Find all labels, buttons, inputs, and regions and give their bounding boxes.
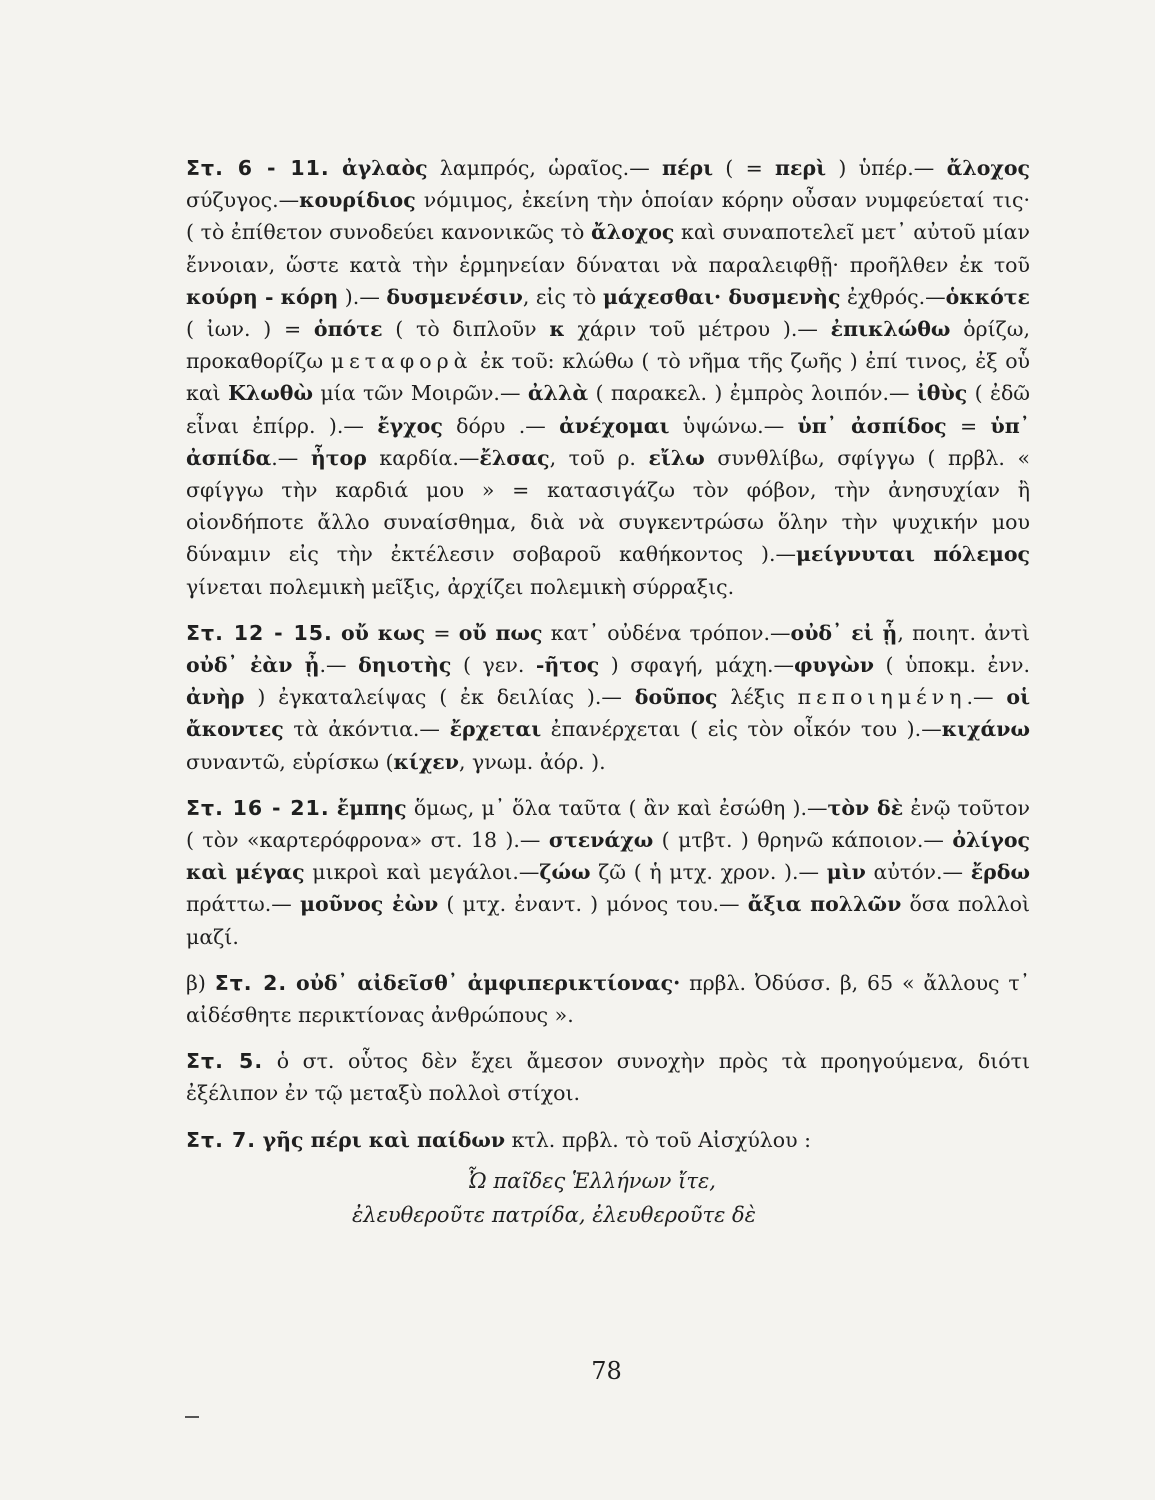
gloss-text: .— — [966, 685, 1007, 710]
gloss-text: ( ἰων. ) = — [186, 317, 314, 342]
page-number: 78 — [591, 1357, 622, 1385]
gloss-text: τὰ ἀκόντια.— — [283, 717, 450, 742]
lemma: ἔλσας — [479, 445, 550, 470]
lemma: ἦτορ — [310, 445, 367, 470]
verse-reference: Στ. 6 - 11. — [186, 156, 330, 180]
gloss-text: .— — [319, 653, 359, 678]
lemma: μὶν — [826, 860, 866, 885]
lemma: οὐδ᾽ εἰ ᾗ — [790, 620, 898, 645]
lemma: οὔ πως — [458, 620, 543, 645]
gloss-text: ἐνῷ τοῦτον ( τὸν «καρτερόφρονα» στ. 18 ).— — [186, 795, 1030, 853]
gloss-text: ) ἐγκαταλείψας ( ἐκ δειλίας ).— — [244, 685, 635, 710]
gloss-text: λαμπρός, ὡραῖος.— — [427, 156, 662, 180]
gloss-text: ) ὑπέρ.— — [826, 156, 947, 180]
lemma: μάχεσθαι· δυσμενὴς — [602, 284, 841, 309]
gloss-text: ὁ στ. οὗτος δὲν ἔχει ἄμεσον συνοχὴν πρὸς τὰ προηγούμενα, διότι ἐξέλιπον ἐν τῷ μεταξὺ πολλοὶ στίχοι. — [186, 1049, 1031, 1106]
note-verses-6-11 — [186, 152, 1030, 603]
lemma: ὀλίγος καὶ μέγας — [186, 828, 1030, 885]
gloss-text: κατ᾽ οὐδένα τρόπον.— — [542, 620, 791, 645]
lemma: ὁκκότε — [945, 284, 1031, 309]
gloss-text: συναντῶ, εὑρίσκω ( — [186, 749, 394, 774]
gloss-text: = — [946, 413, 991, 438]
lemma: ἀνέχομαι — [559, 413, 670, 438]
lemma: ἐπικλώθω — [830, 317, 951, 342]
quote-line-2: ἐλευθεροῦτε πατρίδα, ἐλευθεροῦτε δὲ — [352, 1202, 756, 1227]
verse-reference: Στ. 2. — [214, 970, 288, 995]
lemma: ἀλλὰ — [527, 381, 589, 406]
lemma: εἴλω — [648, 445, 705, 470]
gloss-text: ( παρακελ. ) ἐμπρὸς λοιπόν.— — [588, 381, 917, 406]
lemma: ἔγχος — [377, 413, 443, 438]
gloss-text: , ποιητ. ἀντὶ — [897, 620, 1030, 645]
lemma: ἄλοχος — [946, 156, 1031, 180]
note-verse-7 — [186, 1124, 1030, 1156]
lemma: στενάχω — [548, 828, 654, 853]
gloss-text: μικροὶ καὶ μεγάλοι.— — [304, 860, 540, 885]
lemma: πέρι — [661, 156, 714, 180]
lemma: δοῦπος — [634, 685, 718, 710]
gloss-text: = — [425, 620, 459, 645]
gloss-text: χάριν τοῦ μέτρου ).— — [564, 317, 831, 342]
verse-reference: Στ. 7. — [186, 1127, 257, 1152]
lemma: ἔρχεται — [449, 717, 542, 742]
lemma: μοῦνος ἐὼν — [299, 892, 439, 917]
lemma: περὶ — [775, 156, 827, 180]
lemma: Κλωθὼ — [228, 381, 313, 406]
gloss-text: , εἰς τὸ — [522, 284, 603, 309]
lemma: δυσμενέσιν — [386, 284, 523, 309]
gloss-text: ὅσα πολλοὶ μαζί. — [186, 892, 1031, 949]
gloss-text: γίνεται πολεμικὴ μεῖξις, ἀρχίζει πολεμικὴ σύρραξις. — [186, 574, 735, 599]
gloss-text: κτλ. πρβλ. τὸ τοῦ Αἰσχύλου : — [505, 1127, 812, 1152]
lemma: τὸν δὲ — [827, 795, 904, 820]
gloss-text: ( τὸ διπλοῦν — [382, 317, 550, 342]
lemma: οὔ κως — [341, 620, 426, 645]
gloss-text: καρδία.— — [366, 445, 480, 470]
lemma: κιχάνω — [941, 717, 1030, 742]
gloss-text: ζῶ ( ἡ μτχ. χρον. ).— — [590, 860, 827, 885]
note-section-b-verse-2 — [186, 967, 1030, 1031]
lemma: ὑπ᾽ ἀσπίδα — [186, 413, 1030, 470]
note-verses-16-21 — [186, 792, 1030, 953]
lemma: ὑπ᾽ ἀσπίδος — [797, 413, 947, 438]
gloss-text: ἐκ τοῦ: κλώθω ( τὸ νῆμα τῆς ζωῆς ) ἐπί τινος, ἐξ οὗ καὶ — [186, 349, 1031, 406]
gloss-text: συνθλίβω, σφίγγω ( πρβλ. « σφίγγω τὴν καρδιά μου » = κατασιγάζω τὸν φόβον, τὴν ἀνησυχίαν ἢ οἱονδήποτε ἄλλο συναίσθημα, διὰ νὰ συγκεντρώσω ὅλην τὴν ψυχικήν μου δύναμιν εἰς τὴν ἐκτέλεσιν σοβαροῦ καθήκοντος ).— — [186, 445, 1030, 567]
spaced-term: πεποιημένη — [797, 685, 967, 710]
note-verses-12-15 — [186, 617, 1030, 778]
gloss-text: ( μτβτ. ) θρηνῶ κάποιον.— — [653, 828, 953, 853]
gloss-text: ἐχθρός.— — [840, 284, 946, 309]
gloss-text: ).— — [338, 284, 387, 309]
gloss-text: ( ὑποκμ. ἐνν. — [874, 653, 1030, 678]
gloss-text: , τοῦ ρ. — [549, 445, 649, 470]
lemma: ἀγλαὸς — [341, 156, 428, 180]
verse-reference: Στ. 12 - 15. — [186, 620, 333, 645]
gloss-text: ( ἐδῶ εἶναι ἐπίρρ. ).— — [186, 381, 1031, 438]
lemma: φυγὼν — [793, 653, 875, 678]
lemma: ἄξια πολλῶν — [747, 892, 902, 917]
lemma: ἔρδω — [970, 860, 1030, 885]
margin-mark — [185, 1416, 199, 1418]
gloss-text: , γνωμ. ἀόρ. ). — [459, 749, 606, 774]
gloss-text — [330, 156, 342, 180]
gloss-text: καὶ συναποτελεῖ μετ᾽ αὐτοῦ μίαν ἔννοιαν, ὥστε κατὰ τὴν ἑρμηνείαν δύναται νὰ παραλειφθῇ· προῆλθεν ἐκ τοῦ — [186, 220, 1030, 277]
aeschylus-quote — [186, 1164, 1030, 1232]
gloss-text: .— — [271, 445, 311, 470]
verse-reference: Στ. 5. — [186, 1049, 264, 1074]
lemma: ἄλοχος — [590, 220, 675, 245]
gloss-text — [330, 796, 337, 820]
gloss-text: ( μτχ. ἐναντ. ) μόνος του.— — [438, 892, 748, 917]
spaced-term: μεταφορὰ — [330, 349, 473, 374]
lemma: κουρίδιος — [299, 188, 416, 213]
verse-reference: Στ. 16 - 21. — [186, 795, 330, 820]
lemma: οὐδ᾽ ἐὰν ᾖ — [186, 653, 320, 678]
lemma: μείγνυται πόλεμος — [796, 542, 1030, 567]
lemma: ζώω — [539, 860, 591, 885]
lemma: κίχεν — [393, 749, 459, 774]
gloss-text: ὅμως, μ᾽ ὅλα ταῦτα ( ἂν καὶ ἐσώθη ).— — [406, 795, 828, 820]
gloss-text — [287, 971, 296, 995]
lemma: οἱ ἄκοντες — [186, 685, 1030, 742]
gloss-text: λέξις — [717, 685, 798, 710]
gloss-text: ὁρίζω, προκαθορίζω — [186, 317, 1030, 374]
lemma: ἀνὴρ — [186, 685, 245, 710]
lemma: ὁπότε — [313, 317, 383, 342]
lemma: ἰθὺς — [916, 381, 968, 406]
commentary-text — [186, 152, 1030, 1232]
gloss-text: ἐπανέρχεται ( εἰς τὸν οἶκόν του ).— — [541, 717, 942, 742]
lemma: κ — [549, 317, 565, 342]
lemma: κούρη - κόρη — [186, 284, 339, 309]
lemma: γῆς πέρι καὶ παίδων — [262, 1127, 506, 1152]
gloss-text: πράττω.— — [186, 892, 300, 917]
gloss-text: σύζυγος.— — [186, 188, 300, 213]
gloss-text: δόρυ .— — [442, 413, 560, 438]
gloss-text: πρβλ. Ὀδύσσ. β, 65 « ἄλλους τ᾽ αἰδέσθητε περικτίονας ἀνθρώπους ». — [186, 970, 1030, 1028]
gloss-text: ὑψώνω.— — [669, 413, 798, 438]
lemma: -ῆτος — [535, 653, 600, 678]
lemma: ἔμπης — [336, 795, 407, 820]
gloss-text: νόμιμος, ἐκείνη τὴν ὁποίαν κόρην οὖσαν νυμφεύεταί τις· ( τὸ ἐπίθετον συνοδεύει κανονικῶς τὸ — [186, 188, 1030, 245]
lemma: δηιοτὴς — [358, 653, 452, 678]
note-verse-5 — [186, 1045, 1030, 1109]
gloss-text: ) σφαγή, μάχη.— — [599, 653, 794, 678]
gloss-text: β) — [186, 970, 215, 995]
lemma: οὐδ᾽ αἰδεῖσθ᾽ ἀμφιπερικτίονας· — [296, 970, 681, 995]
gloss-text — [333, 621, 341, 645]
gloss-text: ( γεν. — [451, 653, 536, 678]
gloss-text: ( = — [713, 156, 776, 180]
gloss-text: αὐτόν.— — [865, 860, 971, 885]
gloss-text: μία τῶν Μοιρῶν.— — [312, 381, 528, 406]
quote-line-1: Ὦ παῖδες Ἑλλήνων ἴτε, — [467, 1168, 716, 1193]
